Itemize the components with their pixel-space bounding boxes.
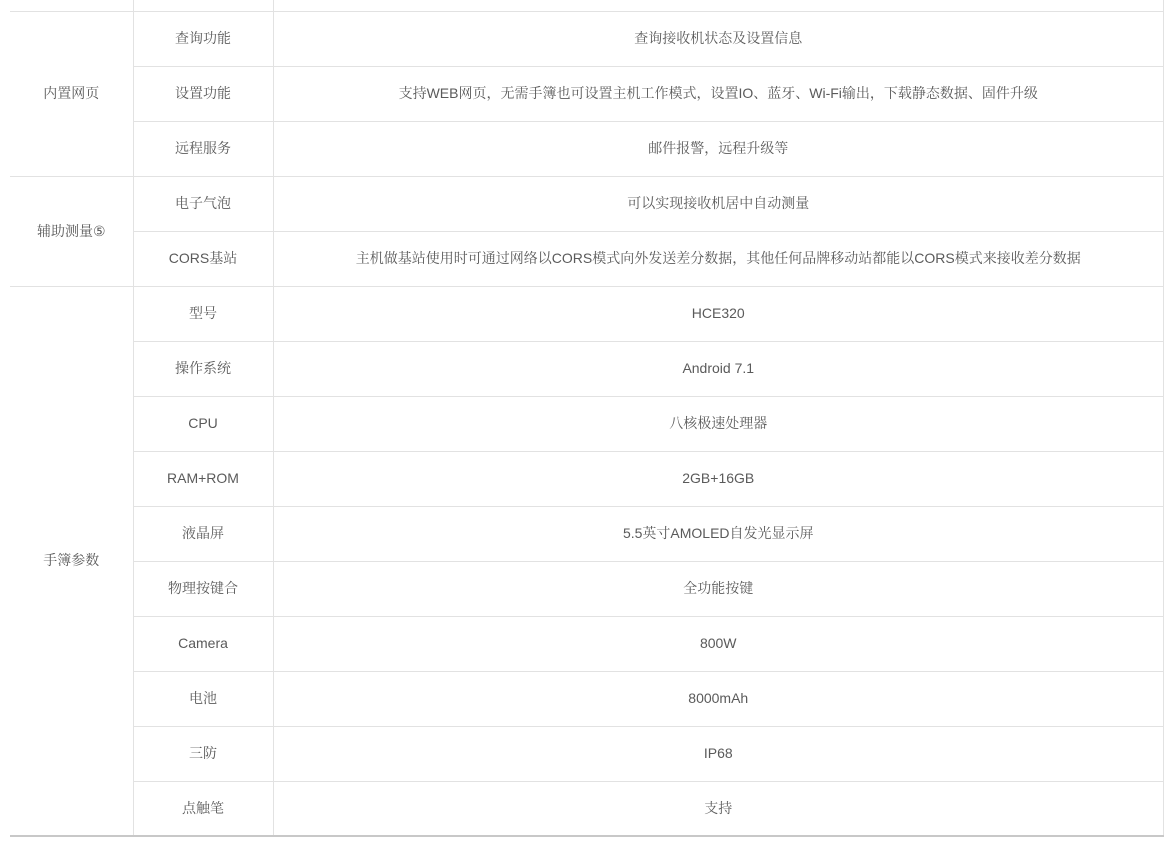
spec-value: 八核极速处理器 (273, 396, 1164, 451)
spec-value: 800W (273, 616, 1164, 671)
spec-value: 8000mAh (273, 671, 1164, 726)
spec-label: 设置功能 (133, 66, 273, 121)
spec-label: RAM+ROM (133, 451, 273, 506)
spec-value: HCE320 (273, 286, 1164, 341)
table-row (10, 121, 1164, 176)
spec-value: 支持 (273, 781, 1164, 836)
category-cell: 手簿参数 (10, 286, 133, 836)
spec-value: Android 7.1 (273, 341, 1164, 396)
spec-label: 液晶屏 (133, 506, 273, 561)
spec-value: IP68 (273, 726, 1164, 781)
spec-label: 远程服务 (133, 121, 273, 176)
table-row-partial (10, 0, 1164, 11)
spec-label: 物理按键合 (133, 561, 273, 616)
table-row (10, 66, 1164, 121)
spec-value: 主机做基站使用时可通过网络以CORS模式向外发送差分数据，其他任何品牌移动站都能以CORS模式来接收差分数据 (273, 231, 1164, 286)
table-row (10, 396, 1164, 451)
spec-value: 全功能按键 (273, 561, 1164, 616)
category-cell: 内置网页 (10, 11, 133, 176)
table-row (10, 176, 1164, 231)
table-row (10, 341, 1164, 396)
spec-value: 支持WEB网页，无需手簿也可设置主机工作模式，设置IO、蓝牙、Wi-Fi输出，下载静态数据、固件升级 (273, 66, 1164, 121)
spec-value: 查询接收机状态及设置信息 (273, 11, 1164, 66)
spec-value: 2GB+16GB (273, 451, 1164, 506)
table-row (10, 781, 1164, 836)
spec-value: 5.5英寸AMOLED自发光显示屏 (273, 506, 1164, 561)
partial-label-cell (133, 0, 273, 11)
spec-label: 查询功能 (133, 11, 273, 66)
spec-label: 三防 (133, 726, 273, 781)
table-row (10, 671, 1164, 726)
spec-label: Camera (133, 616, 273, 671)
table-row (10, 561, 1164, 616)
table-row (10, 11, 1164, 66)
spec-label: CORS基站 (133, 231, 273, 286)
table-row (10, 616, 1164, 671)
partial-category-cell (10, 0, 133, 11)
table-row (10, 231, 1164, 286)
spec-label: CPU (133, 396, 273, 451)
spec-label: 操作系统 (133, 341, 273, 396)
table-row (10, 286, 1164, 341)
spec-label: 电池 (133, 671, 273, 726)
spec-label: 电子气泡 (133, 176, 273, 231)
spec-value: 可以实现接收机居中自动测量 (273, 176, 1164, 231)
spec-label: 型号 (133, 286, 273, 341)
spec-label: 点触笔 (133, 781, 273, 836)
table-row (10, 506, 1164, 561)
table-row (10, 451, 1164, 506)
spec-table (10, 0, 1164, 837)
spec-value: 邮件报警，远程升级等 (273, 121, 1164, 176)
category-cell: 辅助测量⑤ (10, 176, 133, 286)
partial-value-cell (273, 0, 1164, 11)
table-row (10, 726, 1164, 781)
